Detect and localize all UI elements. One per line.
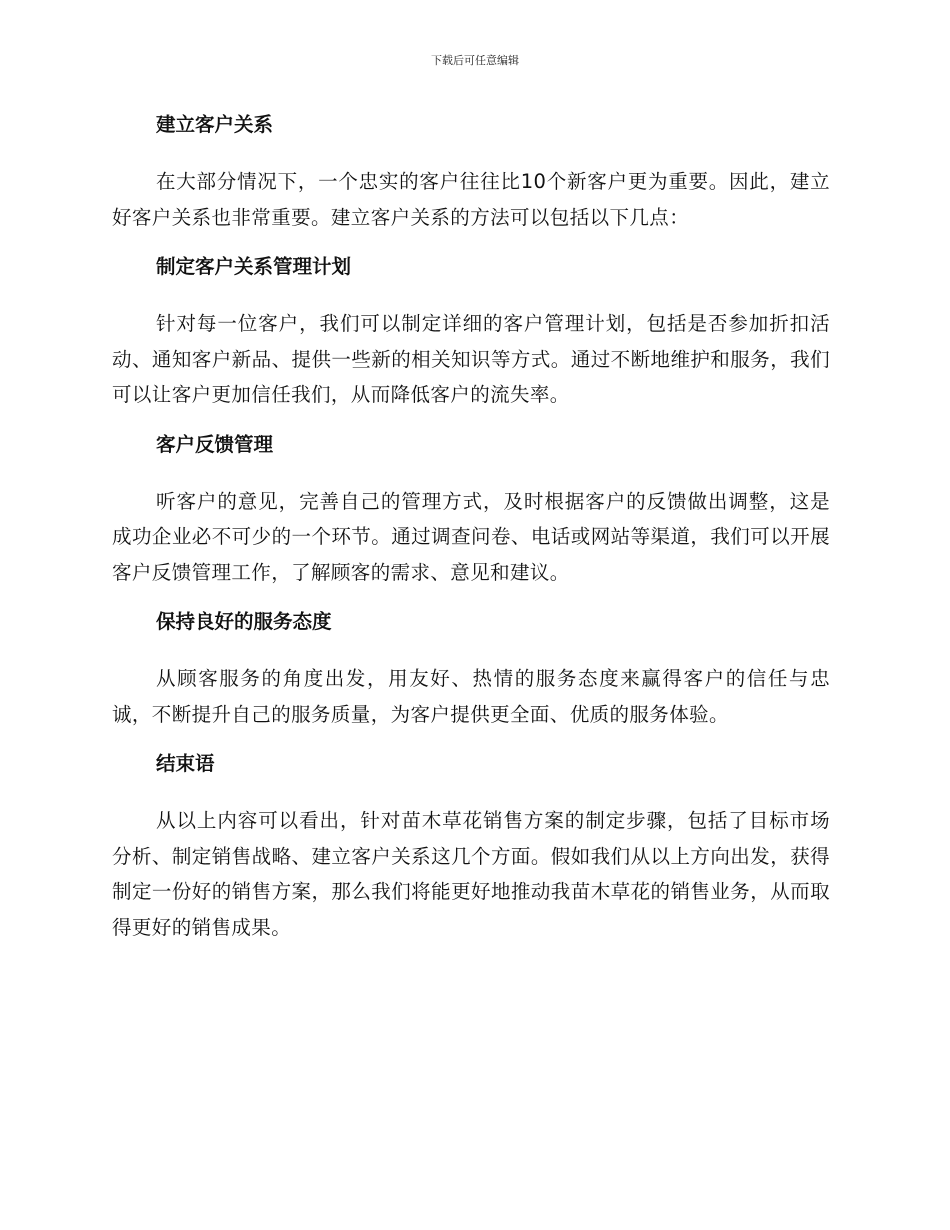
document-body (112, 110, 830, 945)
section-service-attitude (112, 607, 830, 749)
section-crm-plan (112, 252, 830, 430)
page-header-note: 下载后可任意编辑 (431, 54, 519, 67)
section-heading: 结束语 (156, 752, 215, 775)
section-build-customer-relations (112, 110, 830, 252)
section-paragraph: 从顾客服务的角度出发，用友好、热情的服务态度来赢得客户的信任与忠诚，不断提升自己的服务质量，为客户提供更全面、优质的服务体验。 (112, 667, 830, 726)
section-feedback-management (112, 430, 830, 608)
section-conclusion (112, 749, 830, 945)
section-paragraph: 在大部分情况下，一个忠实的客户往往比10个新客户更为重要。因此，建立好客户关系也非常重要。建立客户关系的方法可以包括以下几点： (112, 170, 830, 229)
section-heading: 客户反馈管理 (156, 432, 274, 456)
section-heading: 建立客户关系 (156, 113, 274, 136)
section-heading: 保持良好的服务态度 (156, 610, 332, 633)
section-heading: 制定客户关系管理计划 (156, 255, 352, 278)
section-paragraph: 听客户的意见，完善自己的管理方式，及时根据客户的反馈做出调整，这是成功企业必不可少的一个环节。通过调查问卷、电话或网站等渠道，我们可以开展客户反馈管理工作，了解顾客的需求、意见和建议。 (112, 489, 830, 584)
section-paragraph: 从以上内容可以看出，针对苗木草花销售方案的制定步骤，包括了目标市场分析、制定销售战略、建立客户关系这几个方面。假如我们从以上方向出发，获得制定一份好的销售方案，那么我们将能更好地推动我苗木草花的销售业务，从而取得更好的销售成果。 (112, 809, 830, 939)
section-paragraph: 针对每一位客户，我们可以制定详细的客户管理计划，包括是否参加折扣活动、通知客户新品、提供一些新的相关知识等方式。通过不断地维护和服务，我们可以让客户更加信任我们，从而降低客户的流失率。 (112, 312, 830, 406)
